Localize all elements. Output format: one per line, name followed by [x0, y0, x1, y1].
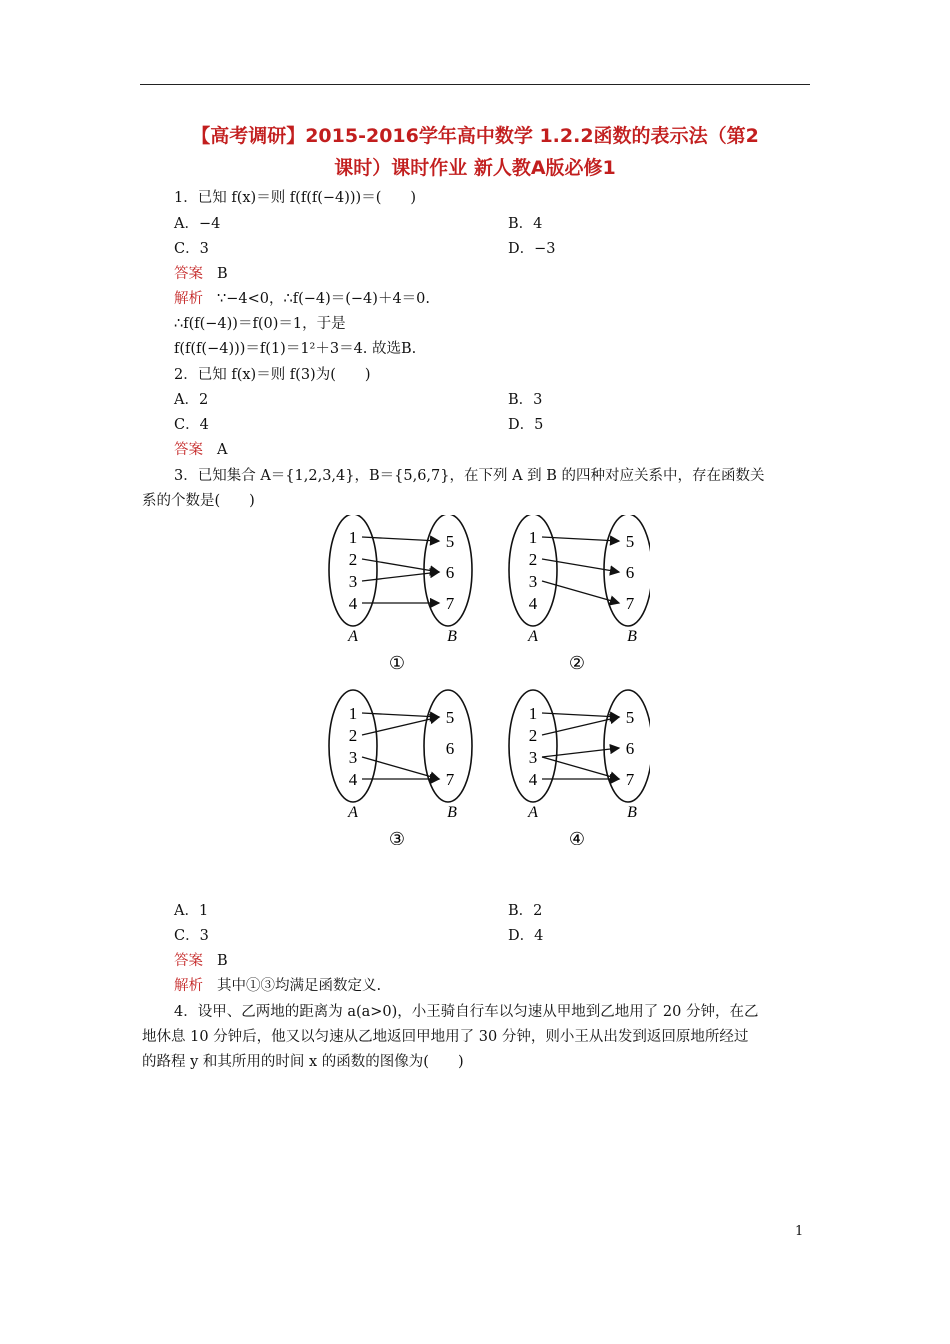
set-b-element: 7 — [625, 770, 635, 789]
set-b-element: 5 — [445, 708, 455, 727]
mapping-arrow — [362, 572, 439, 581]
q1-analysis-3: f(f(f(−4)))＝f(1)＝1²＋3＝4. 故选B. — [174, 341, 417, 357]
set-a-label: A — [528, 628, 538, 645]
set-b-element: 7 — [445, 770, 455, 789]
set-a-element: 2 — [528, 550, 538, 569]
panel-label: ③ — [388, 829, 406, 845]
set-a-label: A — [348, 804, 358, 821]
analysis-label: 解析 — [174, 978, 203, 994]
q3-answer — [174, 950, 228, 972]
q1-option-a: A．−4 — [174, 216, 221, 232]
set-b-label: B — [447, 628, 457, 645]
q2-option-b: B．3 — [508, 392, 543, 408]
q2-answer — [174, 439, 227, 461]
set-a-element: 1 — [348, 704, 358, 723]
set-a-element: 1 — [348, 528, 358, 547]
set-a-element: 3 — [528, 748, 538, 767]
set-b-element: 6 — [445, 563, 455, 582]
q2-stem: 2．已知 f(x)＝则 f(3)为( ) — [174, 367, 371, 383]
title-line-1: 【高考调研】2015-2016学年高中数学 1.2.2函数的表示法（第2 — [191, 125, 759, 147]
set-a-element: 3 — [348, 748, 358, 767]
set-b-element: 7 — [625, 594, 635, 613]
analysis-label: 解析 — [174, 291, 203, 307]
q3-option-b: B．2 — [508, 903, 543, 919]
answer-label: 答案 — [174, 266, 203, 282]
answer-label: 答案 — [174, 442, 203, 458]
header-rule — [140, 84, 810, 85]
q1-option-b: B．4 — [508, 216, 543, 232]
set-b-element: 7 — [445, 594, 455, 613]
q1-option-d: D．−3 — [508, 241, 556, 257]
q3-option-c: C．3 — [174, 928, 209, 944]
q1-stem: 1．已知 f(x)＝则 f(f(f(−4)))＝( ) — [174, 190, 417, 206]
q1-analysis-2: ∴f(f(−4))＝f(0)＝1，于是 — [174, 316, 346, 332]
set-a-element: 4 — [348, 770, 358, 789]
answer-value: A — [217, 442, 228, 458]
q4-line-1: 4．设甲、乙两地的距离为 a(a>0)，小王骑自行车以匀速从甲地到乙地用了 20 分钟，在乙 — [174, 1004, 759, 1020]
set-b-label: B — [627, 628, 637, 645]
set-a-label: A — [528, 804, 538, 821]
mapping-arrow — [542, 559, 619, 572]
q3-option-d: D．4 — [508, 928, 544, 944]
q2-option-a: A．2 — [174, 392, 209, 408]
q1-answer — [174, 263, 228, 285]
q1-analysis-1 — [174, 288, 430, 310]
set-a-element: 4 — [348, 594, 358, 613]
panel-label: ④ — [568, 829, 586, 845]
analysis-text: ∵−4<0，∴f(−4)＝(−4)＋4＝0. — [217, 291, 431, 307]
answer-value: B — [217, 953, 228, 969]
page-number: 1 — [795, 1224, 804, 1239]
mapping-arrow — [362, 559, 439, 572]
set-a-element: 1 — [528, 704, 538, 723]
q2-option-d: D．5 — [508, 417, 544, 433]
q4-line-3: 的路程 y 和其所用的时间 x 的函数的图像为( ) — [142, 1054, 464, 1070]
q4-line-2: 地休息 10 分钟后，他又以匀速从乙地返回甲地用了 30 分钟，则小王从出发到返回原地所经过 — [142, 1029, 749, 1045]
analysis-text: 其中①③均满足函数定义. — [217, 978, 382, 994]
set-b-element: 6 — [445, 739, 455, 758]
set-a-element: 1 — [528, 528, 538, 547]
q3-stem-2: 系的个数是( ) — [142, 493, 255, 509]
set-a-element: 4 — [528, 770, 538, 789]
set-b-element: 6 — [625, 563, 635, 582]
mapping-arrow — [542, 748, 619, 757]
set-b-element: 5 — [445, 532, 455, 551]
set-b-label: B — [627, 804, 637, 821]
set-b-label: B — [447, 804, 457, 821]
title-line-2: 课时）课时作业 新人教A版必修1 — [334, 157, 616, 179]
q3-analysis — [174, 975, 381, 997]
set-a-element: 2 — [528, 726, 538, 745]
q3-option-a: A．1 — [174, 903, 209, 919]
set-a-element: 4 — [528, 594, 538, 613]
set-a-element: 3 — [348, 572, 358, 591]
q2-option-c: C．4 — [174, 417, 209, 433]
set-a-element: 3 — [528, 572, 538, 591]
set-b-element: 5 — [625, 532, 635, 551]
answer-value: B — [217, 266, 228, 282]
mapping-diagrams — [310, 515, 650, 845]
set-a-element: 2 — [348, 550, 358, 569]
q3-stem-1: 3．已知集合 A＝{1,2,3,4}，B＝{5,6,7}，在下列 A 到 B 的四种对应关系中，存在函数关 — [174, 468, 765, 484]
set-b-element: 5 — [625, 708, 635, 727]
panel-label: ② — [568, 653, 586, 673]
panel-label: ① — [388, 653, 406, 673]
document-title — [140, 120, 810, 184]
answer-label: 答案 — [174, 953, 203, 969]
set-b-element: 6 — [625, 739, 635, 758]
set-a-label: A — [348, 628, 358, 645]
q1-option-c: C．3 — [174, 241, 209, 257]
set-a-element: 2 — [348, 726, 358, 745]
